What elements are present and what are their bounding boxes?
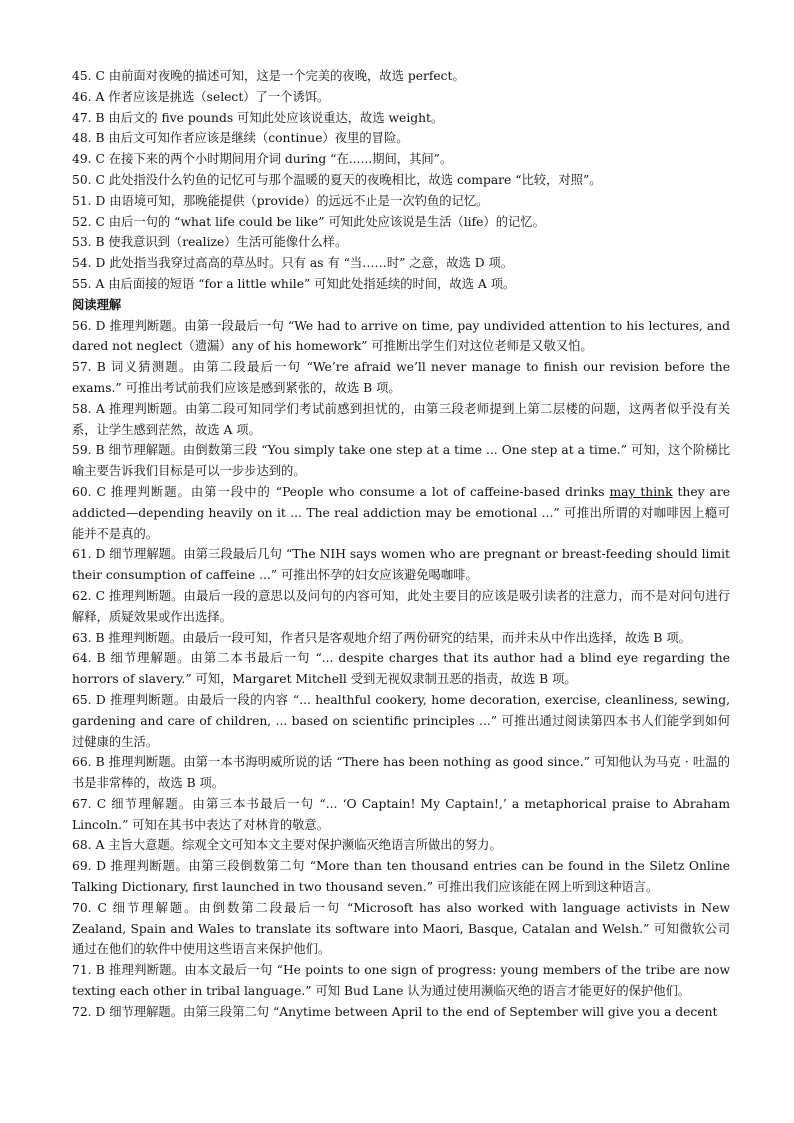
- answer-51: 51. D 由语境可知，那晚能提供（provide）的远远不止是一次钓鱼的记忆。: [72, 193, 489, 208]
- answer-60: [72, 482, 730, 544]
- answer-69: 69. D 推理判断题。由第三段倒数第二句 “More than ten thousand entries can be found in the Siletz Online Talking Dictionary, first launched in two thousand seven.” 可推出我们应该能在网上听到这种语言。: [72, 859, 730, 895]
- answer-48: 48. B 由后文可知作者应该是继续（continue）夜里的冒险。: [72, 131, 409, 146]
- answer-54: 54. D 此处指当我穿过高高的草丛时。只有 as 有 “当……时” 之意，故选 D 项。: [72, 256, 514, 271]
- answer-61: 61. D 细节理解题。由第三段最后几句 “The NIH says women who are pregnant or breast-feeding should limit their consumption of caffeine ...” 可推出怀孕的妇女应该避免喝咖啡。: [72, 547, 730, 583]
- answer-62: 62. C 推理判断题。由最后一段的意思以及问句的内容可知，此处主要目的应该是吸引读者的注意力，而不是对问句进行解释，质疑效果或作出选择。: [72, 588, 730, 624]
- answer-67: 67. C 细节理解题。由第三本书最后一句 “... ‘O Captain! My Captain!,’ a metaphorical praise to Abraham Lincoln.” 可知在其书中表达了对林肯的敬意。: [72, 796, 730, 832]
- answer-58: 58. A 推理判断题。由第二段可知同学们考试前感到担忧的，由第三段老师提到上第二层楼的问题，这两者似乎没有关系，让学生感到茫然，故选 A 项。: [72, 401, 730, 437]
- answer-66: 66. B 推理判断题。由第一本书海明威所说的话 “There has been nothing as good since.” 可知他认为马克 · 吐温的书是非常棒的，故选 B 项。: [72, 755, 730, 791]
- answer-63: 63. B 推理判断题。由最后一段可知，作者只是客观地介绍了两份研究的结果，而并未从中作出选择，故选 B 项。: [72, 630, 691, 645]
- section-heading: 阅读理解: [72, 296, 122, 312]
- answer-56: 56. D 推理判断题。由第一段最后一句 “We had to arrive on time, pay undivided attention to his lectures, and dared not neglect（遗漏）any of his homework” 可推断出学生们对这位老师是又敬又怕。: [72, 318, 730, 354]
- answer-49: 49. C 在接下来的两个小时期间用介词 during “在......期间，其间”。: [72, 152, 453, 167]
- answer-52: 52. C 由后一句的 “what life could be like” 可知此处应该说是生活（life）的记忆。: [72, 214, 545, 229]
- answer-59: 59. B 细节理解题。由倒数第三段 “You simply take one step at a time ... One step at a time.” 可知，这个阶梯比喻主要告诉我们目标是可以一步步达到的。: [72, 443, 730, 479]
- answer-50: 50. C 此处指没什么钓鱼的记忆可与那个温暖的夏天的夜晚相比，故选 compare “比较，对照”。: [72, 172, 602, 187]
- answer-60-underlined: may think: [609, 484, 673, 499]
- answer-60-after: they are addicted—depending heavily on it ... The real addiction may be emotional ...” 可推出所谓的对咖啡因上瘾可能并不是真的。: [72, 484, 731, 541]
- answer-47: 47. B 由后文的 five pounds 可知此处应该说重达，故选 weight。: [72, 110, 444, 125]
- answer-53: 53. B 使我意识到（realize）生活可能像什么样。: [72, 235, 348, 250]
- answer-60-before: 60. C 推理判断题。由第一段中的 “People who consume a lot of caffeine-based drinks: [72, 484, 610, 499]
- answer-64: 64. B 细节理解题。由第二本书最后一句 “... despite charges that its author had a blind eye regarding the horrors of slavery.” 可知，Margaret Mitchell 受到无视奴隶制丑恶的指责，故选 B 项。: [72, 651, 730, 687]
- answer-46: 46. A 作者应该是挑选（select）了一个诱饵。: [72, 89, 330, 104]
- answer-55: 55. A 由后面接的短语 “for a little while” 可知此处指延续的时间，故选 A 项。: [72, 276, 516, 291]
- answer-65: 65. D 推理判断题。由最后一段的内容 “... healthful cookery, home decoration, exercise, cleanliness, sewing, gardening and care of children, ... based on scientific principles ...” 可推出通过阅读第四本书人们能学到如何过健康的生活。: [72, 692, 730, 749]
- answer-71: 71. B 推理判断题。由本文最后一句 “He points to one sign of progress: young members of the tribe are now texting each other in tribal language.” 可知 Bud Lane 认为通过使用濒临灭绝的语言才能更好的保护他们。: [72, 963, 730, 999]
- reading-answers: [72, 316, 730, 1023]
- answer-72: 72. D 细节理解题。由第三段第二句 “Anytime between April to the end of September will give you a decent: [72, 1004, 718, 1019]
- answer-70: 70. C 细节理解题。由倒数第二段最后一句 “Microsoft has also worked with language activists in New Zealand, Spain and Wales to translate its software into Maori, Basque, Catalan and Welsh.” 可知微软公司通过在他们的软件中使用这些语言来保护他们。: [72, 900, 730, 957]
- cloze-answers: [72, 66, 730, 295]
- answer-68: 68. A 主旨大意题。综观全文可知本文主要对保护濒临灭绝语言所做出的努力。: [72, 838, 502, 853]
- answer-45: 45. C 由前面对夜晚的描述可知，这是一个完美的夜晚，故选 perfect。: [72, 69, 465, 83]
- answer-57: 57. B 词义猜测题。由第二段最后一句 “We’re afraid we’ll never manage to finish our revision before the exams.” 可推出考试前我们应该是感到紧张的，故选 B 项。: [72, 360, 730, 395]
